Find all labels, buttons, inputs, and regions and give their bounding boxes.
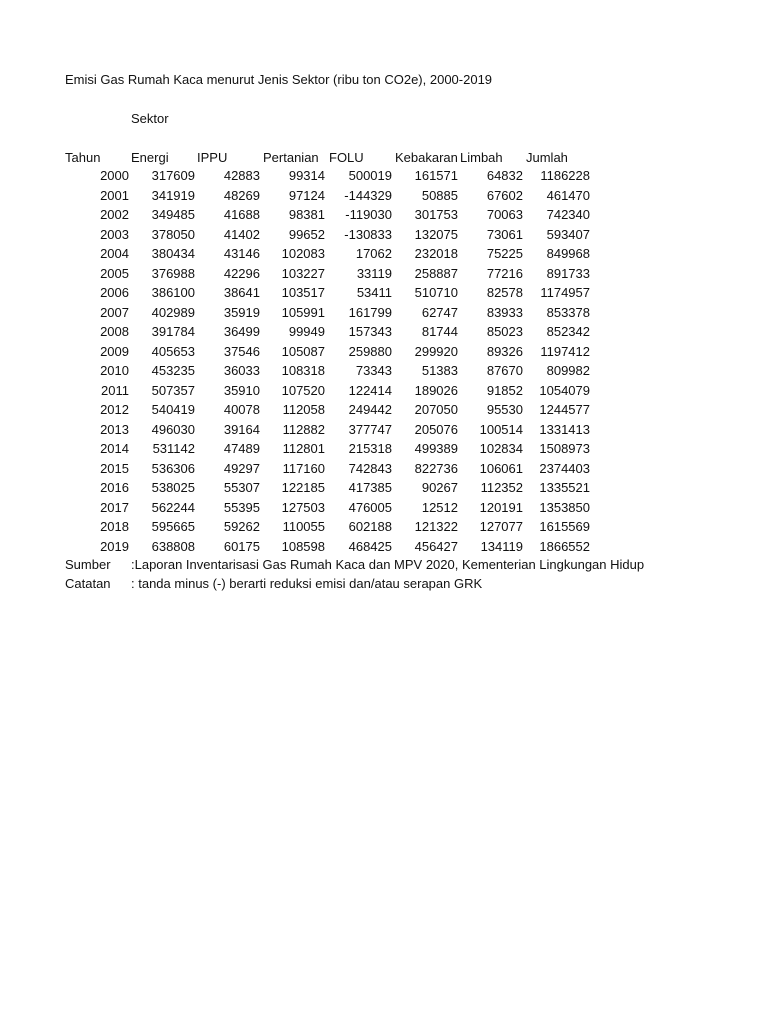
cell-energi: 376988 bbox=[151, 265, 195, 281]
cell-limbah: 82578 bbox=[486, 285, 523, 300]
cell-tahun: 2017 bbox=[100, 499, 129, 515]
cell-pertanian: 105991 bbox=[281, 304, 325, 320]
cell-energi: 536306 bbox=[151, 460, 195, 476]
cell-limbah: 75225 bbox=[486, 246, 523, 261]
cell-kebakaran: 50885 bbox=[421, 187, 458, 203]
cell-jumlah: 1353850 bbox=[539, 499, 590, 515]
cell-energi: 378050 bbox=[151, 226, 195, 242]
cell-folu: 17062 bbox=[355, 246, 392, 261]
cell-tahun: 2018 bbox=[100, 519, 129, 534]
cell-folu: 157343 bbox=[348, 324, 392, 339]
cell-limbah: 91852 bbox=[486, 382, 523, 398]
cell-kebakaran: 299920 bbox=[414, 343, 458, 359]
cell-limbah: 89326 bbox=[486, 343, 523, 359]
cell-tahun: 2016 bbox=[100, 480, 129, 495]
cell-kebakaran: 207050 bbox=[414, 402, 458, 417]
cell-limbah: 112352 bbox=[480, 480, 523, 495]
cell-energi: 391784 bbox=[151, 324, 195, 339]
cell-ippu: 59262 bbox=[223, 519, 260, 534]
cell-jumlah: 461470 bbox=[546, 187, 590, 203]
cell-energi: 380434 bbox=[151, 246, 195, 261]
cell-pertanian: 97124 bbox=[288, 187, 325, 203]
cell-limbah: 83933 bbox=[486, 304, 523, 320]
cell-folu: 215318 bbox=[348, 441, 392, 456]
cell-kebakaran: 301753 bbox=[414, 207, 458, 222]
cell-ippu: 35910 bbox=[223, 382, 260, 398]
cell-kebakaran: 62747 bbox=[421, 304, 458, 320]
cell-limbah: 106061 bbox=[479, 460, 523, 476]
cell-tahun: 2010 bbox=[100, 363, 129, 378]
cell-jumlah: 849968 bbox=[546, 246, 590, 261]
cell-energi: 595665 bbox=[151, 519, 195, 534]
cell-pertanian: 127503 bbox=[281, 499, 325, 515]
cell-tahun: 2005 bbox=[100, 265, 129, 281]
cell-limbah: 102834 bbox=[479, 441, 523, 456]
cell-ippu: 41688 bbox=[223, 207, 260, 222]
col-header-jumlah: Jumlah bbox=[526, 150, 568, 165]
cell-folu: 33119 bbox=[356, 265, 392, 281]
cell-pertanian: 103227 bbox=[281, 265, 325, 281]
cell-ippu: 41402 bbox=[223, 226, 260, 242]
cell-energi: 402989 bbox=[151, 304, 195, 320]
cell-limbah: 85023 bbox=[486, 324, 523, 339]
cell-limbah: 77216 bbox=[486, 265, 523, 281]
cell-tahun: 2002 bbox=[100, 207, 129, 222]
cell-limbah: 120191 bbox=[479, 499, 523, 515]
cell-ippu: 55395 bbox=[223, 499, 260, 515]
cell-limbah: 67602 bbox=[486, 187, 523, 203]
source-text: :Laporan Inventarisasi Gas Rumah Kaca dan MPV 2020, Kementerian Lingkungan Hidup bbox=[131, 557, 645, 572]
col-header-ippu: IPPU bbox=[197, 150, 228, 165]
cell-energi: 562244 bbox=[151, 499, 195, 515]
cell-energi: 405653 bbox=[151, 343, 195, 359]
cell-tahun: 2008 bbox=[100, 324, 129, 339]
cell-tahun: 2019 bbox=[100, 538, 129, 554]
cell-pertanian: 98381 bbox=[288, 207, 325, 222]
cell-kebakaran: 456427 bbox=[414, 538, 458, 554]
cell-ippu: 60175 bbox=[223, 538, 260, 554]
cell-kebakaran: 510710 bbox=[414, 285, 458, 300]
cell-pertanian: 117160 bbox=[282, 460, 325, 476]
cell-tahun: 2014 bbox=[100, 441, 129, 456]
cell-ippu: 42883 bbox=[223, 168, 260, 183]
cell-ippu: 43146 bbox=[223, 246, 260, 261]
cell-kebakaran: 51383 bbox=[421, 363, 458, 378]
cell-limbah: 70063 bbox=[486, 207, 523, 222]
cell-folu: 53411 bbox=[356, 285, 392, 300]
cell-ippu: 55307 bbox=[223, 480, 260, 495]
cell-kebakaran: 189026 bbox=[414, 382, 458, 398]
cell-kebakaran: 499389 bbox=[414, 441, 458, 456]
note-label: Catatan bbox=[65, 576, 111, 591]
cell-energi: 540419 bbox=[151, 402, 195, 417]
cell-ippu: 36033 bbox=[223, 363, 260, 378]
cell-limbah: 87670 bbox=[486, 363, 523, 378]
cell-folu: 602188 bbox=[348, 519, 392, 534]
cell-folu: 259880 bbox=[348, 343, 392, 359]
cell-pertanian: 108318 bbox=[281, 363, 325, 378]
cell-jumlah: 809982 bbox=[546, 363, 590, 378]
cell-ippu: 37546 bbox=[223, 343, 260, 359]
cell-jumlah: 593407 bbox=[546, 226, 590, 242]
cell-jumlah: 1335521 bbox=[539, 480, 590, 495]
cell-pertanian: 105087 bbox=[281, 343, 325, 359]
cell-tahun: 2015 bbox=[100, 460, 129, 476]
source-label: Sumber bbox=[65, 557, 111, 572]
cell-limbah: 64832 bbox=[486, 168, 523, 183]
cell-ippu: 38641 bbox=[223, 285, 260, 300]
col-header-kebakaran: Kebakaran bbox=[395, 150, 458, 165]
cell-folu: 742843 bbox=[348, 460, 392, 476]
cell-pertanian: 99652 bbox=[288, 226, 325, 242]
cell-ippu: 40078 bbox=[223, 402, 260, 417]
col-header-energi: Energi bbox=[131, 150, 169, 165]
col-header-folu: FOLU bbox=[329, 150, 364, 165]
cell-ippu: 39164 bbox=[223, 421, 260, 437]
cell-energi: 453235 bbox=[151, 363, 195, 378]
cell-jumlah: 1197412 bbox=[540, 343, 590, 359]
cell-pertanian: 112882 bbox=[282, 421, 325, 437]
cell-pertanian: 122185 bbox=[281, 480, 325, 495]
cell-folu: 500019 bbox=[348, 168, 392, 183]
col-header-tahun: Tahun bbox=[65, 150, 101, 165]
cell-pertanian: 99949 bbox=[288, 324, 325, 339]
cell-tahun: 2006 bbox=[100, 285, 129, 300]
cell-energi: 538025 bbox=[151, 480, 195, 495]
cell-tahun: 2013 bbox=[100, 421, 129, 437]
cell-limbah: 95530 bbox=[486, 402, 523, 417]
cell-tahun: 2003 bbox=[100, 226, 129, 242]
cell-ippu: 35919 bbox=[223, 304, 260, 320]
cell-folu: 122414 bbox=[348, 382, 392, 398]
cell-kebakaran: 161571 bbox=[414, 168, 458, 183]
note-text: : tanda minus (-) berarti reduksi emisi dan/atau serapan GRK bbox=[131, 576, 483, 591]
cell-energi: 531142 bbox=[152, 441, 195, 456]
cell-kebakaran: 90267 bbox=[421, 480, 458, 495]
cell-energi: 386100 bbox=[151, 285, 195, 300]
cell-jumlah: 853378 bbox=[546, 304, 590, 320]
cell-limbah: 134119 bbox=[480, 538, 523, 554]
cell-pertanian: 99314 bbox=[288, 168, 325, 183]
cell-pertanian: 102083 bbox=[281, 246, 325, 261]
cell-kebakaran: 81744 bbox=[421, 324, 458, 339]
cell-folu: -144329 bbox=[344, 187, 392, 203]
cell-pertanian: 112058 bbox=[282, 402, 325, 417]
cell-jumlah: 852342 bbox=[546, 324, 590, 339]
cell-pertanian: 112801 bbox=[282, 441, 325, 456]
cell-folu: 249442 bbox=[348, 402, 392, 417]
cell-energi: 496030 bbox=[151, 421, 195, 437]
cell-folu: -119030 bbox=[345, 207, 392, 222]
cell-ippu: 42296 bbox=[223, 265, 260, 281]
page-title: Emisi Gas Rumah Kaca menurut Jenis Sektor (ribu ton CO2e), 2000-2019 bbox=[65, 72, 493, 87]
col-header-limbah: Limbah bbox=[460, 150, 503, 165]
cell-pertanian: 110055 bbox=[282, 519, 325, 534]
cell-jumlah: 891733 bbox=[546, 265, 590, 281]
cell-ippu: 49297 bbox=[223, 460, 260, 476]
cell-kebakaran: 205076 bbox=[414, 421, 458, 437]
cell-jumlah: 1615569 bbox=[539, 519, 590, 534]
cell-jumlah: 1331413 bbox=[539, 421, 590, 437]
cell-folu: 377747 bbox=[348, 421, 392, 437]
cell-folu: 73343 bbox=[355, 363, 392, 378]
cell-folu: 476005 bbox=[348, 499, 392, 515]
cell-folu: 417385 bbox=[348, 480, 392, 495]
cell-pertanian: 103517 bbox=[281, 285, 325, 300]
cell-energi: 317609 bbox=[151, 168, 195, 183]
cell-kebakaran: 822736 bbox=[414, 460, 458, 476]
cell-jumlah: 1244577 bbox=[539, 402, 590, 417]
cell-jumlah: 1866552 bbox=[539, 538, 590, 554]
cell-jumlah: 2374403 bbox=[539, 460, 590, 476]
cell-kebakaran: 132075 bbox=[414, 226, 458, 242]
cell-folu: 468425 bbox=[348, 538, 392, 554]
cell-energi: 349485 bbox=[151, 207, 195, 222]
cell-tahun: 2012 bbox=[100, 402, 129, 417]
cell-limbah: 100514 bbox=[479, 421, 523, 437]
cell-limbah: 127077 bbox=[479, 519, 523, 534]
cell-tahun: 2004 bbox=[100, 246, 129, 261]
cell-ippu: 48269 bbox=[223, 187, 260, 203]
cell-energi: 341919 bbox=[151, 187, 195, 203]
cell-pertanian: 108598 bbox=[281, 538, 325, 554]
cell-jumlah: 742340 bbox=[546, 207, 590, 222]
cell-energi: 507357 bbox=[151, 382, 195, 398]
cell-jumlah: 1054079 bbox=[539, 382, 590, 398]
cell-ippu: 36499 bbox=[223, 324, 260, 339]
cell-jumlah: 1508973 bbox=[539, 441, 590, 456]
cell-kebakaran: 232018 bbox=[414, 246, 458, 261]
cell-energi: 638808 bbox=[151, 538, 195, 554]
cell-limbah: 73061 bbox=[486, 226, 523, 242]
cell-tahun: 2011 bbox=[101, 382, 129, 398]
cell-pertanian: 107520 bbox=[281, 382, 325, 398]
cell-folu: 161799 bbox=[348, 304, 392, 320]
cell-tahun: 2000 bbox=[100, 168, 129, 183]
cell-jumlah: 1174957 bbox=[540, 285, 590, 300]
cell-jumlah: 1186228 bbox=[540, 168, 590, 183]
cell-kebakaran: 12512 bbox=[421, 499, 458, 515]
cell-kebakaran: 258887 bbox=[414, 265, 458, 281]
cell-kebakaran: 121322 bbox=[414, 519, 458, 534]
cell-folu: -130833 bbox=[344, 226, 392, 242]
cell-tahun: 2001 bbox=[100, 187, 129, 203]
col-header-pertanian: Pertanian bbox=[263, 150, 319, 165]
group-header-sektor: Sektor bbox=[131, 111, 169, 126]
cell-tahun: 2007 bbox=[100, 304, 129, 320]
cell-tahun: 2009 bbox=[100, 343, 129, 359]
cell-ippu: 47489 bbox=[223, 441, 260, 456]
